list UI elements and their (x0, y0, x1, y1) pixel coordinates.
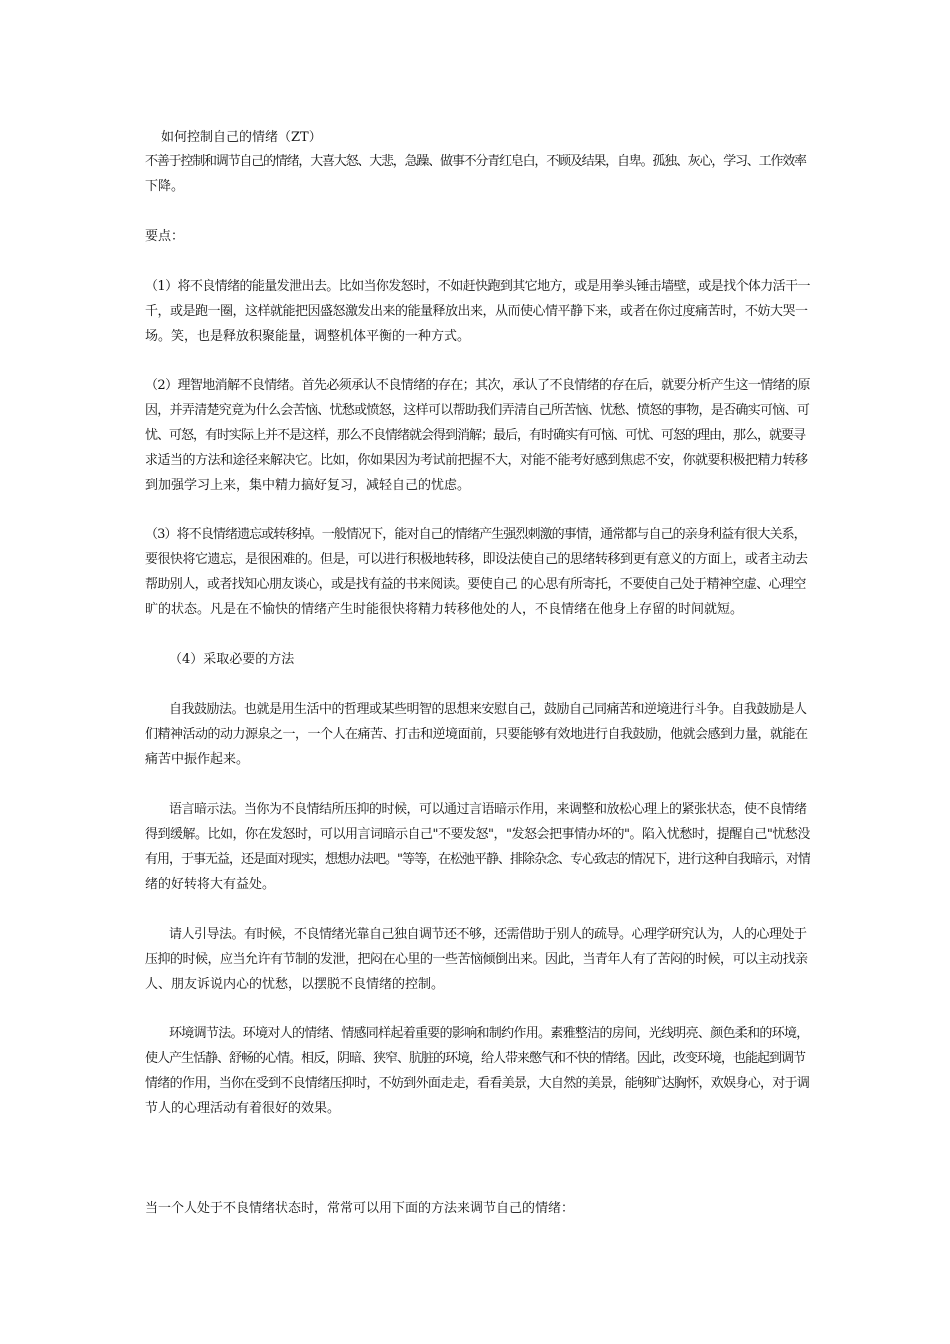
text-line: 绪的好转将大有益处。 (145, 877, 276, 892)
text-line: 请人引导法。有时候，不良情绪光靠自己独自调节还不够，还需借助于别人的疏导。心理学研究认为，人的心理处于 (169, 927, 807, 942)
text-line: 压抑的时候，应当允许有节制的发泄，把闷在心里的一些苦恼倾倒出来。因此，当青年人有了苦闷的时候，可以主动找亲 (145, 952, 808, 967)
text-line: 忧、可怒，有时实际上并不是这样，那么不良情绪就会得到消解；最后，有时确实有可恼、可忧、可怒的理由，那么，就要寻 (145, 428, 806, 443)
text-line: （2）理智地消解不良情绪。首先必须承认不良情绪的存在；其次，承认了不良情绪的存在后，就要分析产生这一情绪的原 (145, 378, 810, 393)
text-line: （3）将不良情绪遗忘或转移掉。一般情况下，能对自己的情绪产生强烈刺激的事情，通常都与自己的亲身利益有很大关系， (145, 527, 806, 542)
text-line: 因，并弄清楚究竟为什么会苦恼、忧愁或愤怒，这样可以帮助我们弄清自己所苦恼、忧愁、愤怒的事物，是否确实可恼、可 (145, 403, 810, 418)
text-line: 人、朋友诉说内心的忧愁，以摆脱不良情绪的控制。 (145, 977, 445, 992)
text-line: 语言暗示法。当你为不良情结所压抑的时候，可以通过言语暗示作用，来调整和放松心理上的紧张状态，使不良情绪 (169, 802, 807, 817)
text-line: 旷的状态。凡是在不愉快的情绪产生时能很快将精力转移他处的人，不良情绪在他身上存留的时间就短。 (145, 602, 744, 617)
text-line: （1）将不良情绪的能量发泄出去。比如当你发怒时，不如赶快跑到其它地方，或是用拳头锤击墙壁，或是找个体力活干一 (145, 279, 810, 294)
text-line: 到加强学习上来，集中精力搞好复习，减轻自己的忧虑。 (145, 478, 471, 493)
text-line: 要很快将它遗忘，是很困难的。但是，可以进行积极地转移，即设法使自己的思绪转移到更有意义的方面上，或者主动去 (145, 552, 808, 567)
point-4-heading: （4）采取必要的方法 (169, 652, 295, 667)
text-line: 自我鼓励法。也就是用生活中的哲理或某些明智的思想来安慰自己，鼓励自己同痛苦和逆境进行斗争。自我鼓励是人 (169, 702, 807, 717)
text-line: 得到缓解。比如，你在发怒时，可以用言词暗示自己"不要发怒"，"发怒会把事情办坏的"。陷入忧愁时，提醒自己"忧愁没 (145, 827, 810, 842)
text-line: 不善于控制和调节自己的情绪，大喜大怒、大悲，急躁、做事不分青红皂白，不顾及结果，自卑。孤独、灰心，学习、工作效率 (145, 154, 806, 169)
document-title: 如何控制自己的情绪（ZT） (161, 130, 322, 145)
text-line: 情绪的作用，当你在受到不良情绪压抑时，不妨到外面走走，看看美景，大自然的美景，能够旷达胸怀，欢娱身心，对于调 (145, 1076, 810, 1091)
text-line: 场。笑，也是释放积聚能量，调整机体平衡的一种方式。 (145, 329, 471, 344)
text-line: 求适当的方法和途径来解决它。比如，你如果因为考试前把握不大，对能不能考好感到焦虑不安，你就要积极把精力转移 (145, 453, 808, 468)
text-line: 有用，于事无益，还是面对现实，想想办法吧。"等等，在松弛平静、排除杂念、专心致志的情况下，进行这种自我暗示，对情 (145, 852, 810, 867)
text-line: 痛苦中振作起来。 (145, 752, 250, 767)
closing-line: 当一个人处于不良情绪状态时，常常可以用下面的方法来调节自己的情绪： (145, 1201, 575, 1216)
text-line: 帮助别人，或者找知心朋友谈心，或是找有益的书来阅读。要使自己 的心思有所寄托，不要使自己处于精神空虚、心理空 (145, 577, 806, 592)
text-line: 们精神活动的动力源泉之一，一个人在痛苦、打击和逆境面前，只要能够有效地进行自我鼓励，他就会感到力量，就能在 (145, 727, 808, 742)
key-points-label: 要点： (145, 229, 185, 244)
text-line: 使人产生恬静、舒畅的心情。相反，阴暗、狭窄、肮脏的环境，给人带来憋气和不快的情绪。因此，改变环境，也能起到调节 (145, 1051, 806, 1066)
text-line: 环境调节法。环境对人的情绪、情感同样起着重要的影响和制约作用。素雅整洁的房间，光线明亮、颜色柔和的环境， (169, 1026, 809, 1041)
text-line: 节人的心理活动有着很好的效果。 (145, 1101, 341, 1116)
text-line: 下降。 (145, 179, 185, 194)
text-line: 千，或是跑一圈，这样就能把因盛怒激发出来的能量释放出来，从而使心情平静下来，或者在你过度痛苦时，不妨大哭一 (145, 304, 808, 319)
